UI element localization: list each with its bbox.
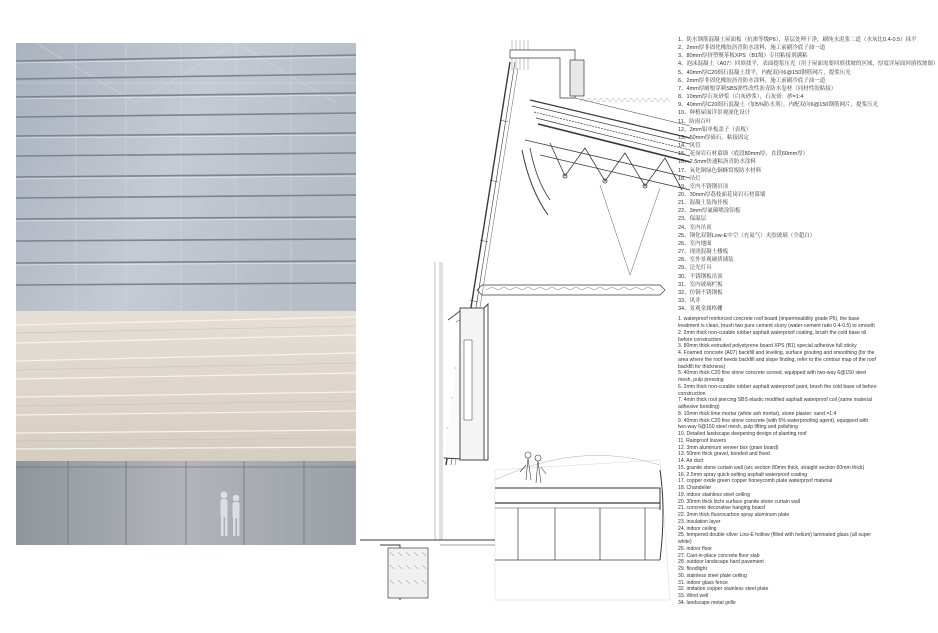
note-item-en: 17. copper oxide green copper honeycomb plate waterproof material bbox=[678, 478, 833, 485]
note-item-cn: 17、氧化铜绿色铜蜂窝板防水材料 bbox=[678, 167, 762, 174]
note-item-cn: 16、2.5mm快速粘沥青防水涂料 bbox=[678, 159, 756, 166]
note-item-en: 15. granite stone curtain wall (arc section 80mm thick, straight section 60mm thick) bbox=[678, 464, 865, 471]
note-item-en: 13. 50mm thick gravel, bonded and fixed bbox=[678, 451, 770, 458]
note-item-cn: 2、2mm厚非固化橡胶沥青防水涂料，施工前刷冷底子油一道 bbox=[678, 45, 826, 52]
steel-truss bbox=[522, 140, 690, 215]
note-item-cn: 32、仿铜不锈钢板 bbox=[678, 289, 723, 296]
note-item-en: 10. Detailed landscape deepening design of planting roof bbox=[678, 431, 807, 438]
note-item-cn: 30、不锈钢板吊顶 bbox=[678, 273, 723, 280]
note-item-en: 5. 40mm thick C20 fine stone concrete screed, equipped with two-way 6@150 steel mesh, pulp pressing bbox=[678, 370, 867, 384]
note-item-cn: 18、吊灯 bbox=[678, 175, 701, 182]
note-item-en: 25. tempered double silver Low-E hollow (filled with helium) laminated glass (all super white) bbox=[678, 532, 872, 546]
chandelier bbox=[477, 185, 665, 295]
note-item-cn: 13、50mm厚砾石，粘接固定 bbox=[678, 134, 749, 141]
roof-slab bbox=[510, 50, 690, 162]
note-item-cn: 8、10mm厚石灰砂浆（白灰砂浆），石灰膏：砂=1:4 bbox=[678, 94, 804, 101]
note-item-en: 29. floodlight bbox=[678, 566, 707, 573]
notes-chinese bbox=[678, 36, 938, 313]
note-item-en: 27. Cast-in-place concrete floor slab bbox=[678, 552, 760, 559]
note-item-cn: 14、风管 bbox=[678, 143, 701, 150]
lobby-section bbox=[495, 452, 670, 600]
note-item-cn: 21、混凝土装饰挂板 bbox=[678, 200, 729, 207]
note-item-en: 16. 2.5mm spray quick-setting asphalt waterproof coating bbox=[678, 471, 808, 478]
note-item-cn: 7、4mm厚耐根穿刺SBS弹性改性沥青防水卷材（同材性胶粘接） bbox=[678, 85, 837, 92]
note-item-en: 32. imitation copper stainless steel plate bbox=[678, 586, 769, 593]
note-item-en: 7. 4mm thick root piercing SBS elastic modified asphalt waterproof coil (same material adhesive bonding) bbox=[678, 397, 872, 411]
note-item-en: 11. Rainproof louvers bbox=[678, 437, 727, 444]
note-item-en: 1. waterproof reinforced concrete roof board (impermeability grade P6), the base treatment is clean, brush two pure cement slurry (water-cement ratio 0.4-0.5) to smooth bbox=[678, 316, 875, 330]
note-item-cn: 28、室外景观硬质铺装 bbox=[678, 257, 734, 264]
note-item-en: 2. 2mm thick non-curable rubber asphalt waterproof coating, brush the cold base oil before construction bbox=[678, 329, 867, 343]
note-item-cn: 11、防雨百叶 bbox=[678, 118, 712, 125]
note-item-en: 9. 40mm thick C20 fine stone concrete (with 5% waterproofing agent), equipped with two-way 6@150 steel mesh, pulp lifting and polishing bbox=[678, 417, 869, 431]
note-item-en: 24. indoor ceiling bbox=[678, 525, 717, 532]
leader-lines bbox=[435, 262, 442, 540]
note-item-cn: 26、室内地面 bbox=[678, 240, 712, 247]
note-item-cn: 22、3mm厚氟碳喷涂铝板 bbox=[678, 208, 741, 215]
note-item-en: 14. Air duct bbox=[678, 458, 704, 465]
facade-photo bbox=[16, 43, 356, 545]
note-item-cn: 24、室内吊顶 bbox=[678, 224, 712, 231]
note-item-cn: 33、风井 bbox=[678, 298, 701, 304]
note-item-en: 30. stainless steel plate ceiling bbox=[678, 572, 747, 579]
note-item-cn: 1、防水钢筋混凝土屋面板（抗渗等级P6），基层处理干净，刷纯水泥浆二道（水灰比0.4-0.5）抹平 bbox=[678, 37, 917, 43]
note-item-en: 23. insulation layer bbox=[678, 518, 721, 525]
stone-curtain-wall bbox=[444, 304, 488, 460]
note-item-en: 6. 2mm thick non-curable rubber asphalt waterproof paint, brush the cold base oil before construction bbox=[678, 383, 877, 397]
note-item-cn: 23、保温层 bbox=[678, 216, 707, 223]
material-notes bbox=[678, 36, 938, 607]
note-item-cn: 29、泛光灯具 bbox=[678, 265, 712, 272]
note-item-en: 34. landscape metal grille bbox=[678, 599, 736, 606]
note-item-en: 20. 30mm thick litchi surface granite stone curtain wall bbox=[678, 498, 801, 505]
note-item-cn: 4、泡沫混凝土（A07）回填找平，表面提浆压光（用于屋面需要回填找坡的区域，厚度详屋面回填找坡图） bbox=[678, 61, 938, 68]
note-item-cn: 19、室内不锈钢吊顶 bbox=[678, 183, 729, 190]
note-item-cn: 27、现浇混凝土楼板 bbox=[678, 249, 729, 256]
note-item-en: 12. 3mm aluminum veneer box (grain board) bbox=[678, 444, 779, 451]
note-item-cn: 15、花岗岩石材幕墙（底段80mm厚，直段60mm厚） bbox=[678, 151, 809, 158]
note-item-en: 31. indoor glass fence bbox=[678, 579, 728, 586]
note-item-cn: 12、3mm铝单板盖子（表板） bbox=[678, 126, 752, 133]
note-item-cn: 5、40mm厚C20细石混凝土找平，内配双向6@150钢筋网片，提浆压光 bbox=[678, 69, 851, 76]
note-item-cn: 34、景观金属格栅 bbox=[678, 306, 723, 313]
note-item-en: 26. indoor floor bbox=[678, 545, 712, 552]
note-item-en: 28. outdoor landscape hard pavement bbox=[678, 559, 764, 566]
note-item-en: 22. 3mm thick fluorocarbon spray aluminum plate bbox=[678, 512, 790, 519]
note-item-cn: 9、40mm厚C20细石混凝土（加5%防水剂），内配双向6@150钢筋网片，提浆压光 bbox=[678, 102, 878, 109]
wall-section-detail bbox=[360, 40, 680, 600]
notes-english bbox=[678, 316, 878, 606]
note-item-cn: 6、2mm厚非固化橡胶沥青防水涂料，施工前刷冷底子油一道 bbox=[678, 77, 826, 84]
section-drawing bbox=[360, 40, 680, 605]
note-item-en: 18. Chandelier bbox=[678, 485, 712, 492]
note-item-en: 4. Foamed concrete (A07) backfill and leveling, surface grouting and smoothing (for the area where the roof needs backfill and slope finding, refer to the contour map of the roof backfill for thickness) bbox=[678, 350, 876, 370]
note-item-cn: 3、80mm厚挤塑聚苯板XPS（B1级）专用粘接剂满粘 bbox=[678, 53, 808, 60]
note-item-en: 3. 80mm thick extruded polystyrene board XPS (B1) special adhesive full sticky bbox=[678, 343, 857, 350]
facade-photo-illustration bbox=[16, 43, 356, 545]
note-item-cn: 10、种植屋面详景观深化设计 bbox=[678, 110, 751, 117]
note-item-en: 21. concrete decorative hanging board bbox=[678, 505, 765, 512]
note-item-cn: 25、钢化双钢Low-E中空（充氦气）夹胶玻璃（全超白） bbox=[678, 232, 816, 239]
note-item-cn: 31、室内玻璃栏板 bbox=[678, 281, 723, 288]
note-item-en: 8. 10mm thick lime mortar (white ash mortar), stone plaster: sand =1:4 bbox=[678, 410, 837, 417]
note-item-en: 19. indoor stainless steel ceiling bbox=[678, 491, 750, 498]
note-item-en: 33. Wind well bbox=[678, 593, 709, 600]
note-item-cn: 20、30mm厚荔枝面花岗岩石材幕墙 bbox=[678, 191, 766, 198]
